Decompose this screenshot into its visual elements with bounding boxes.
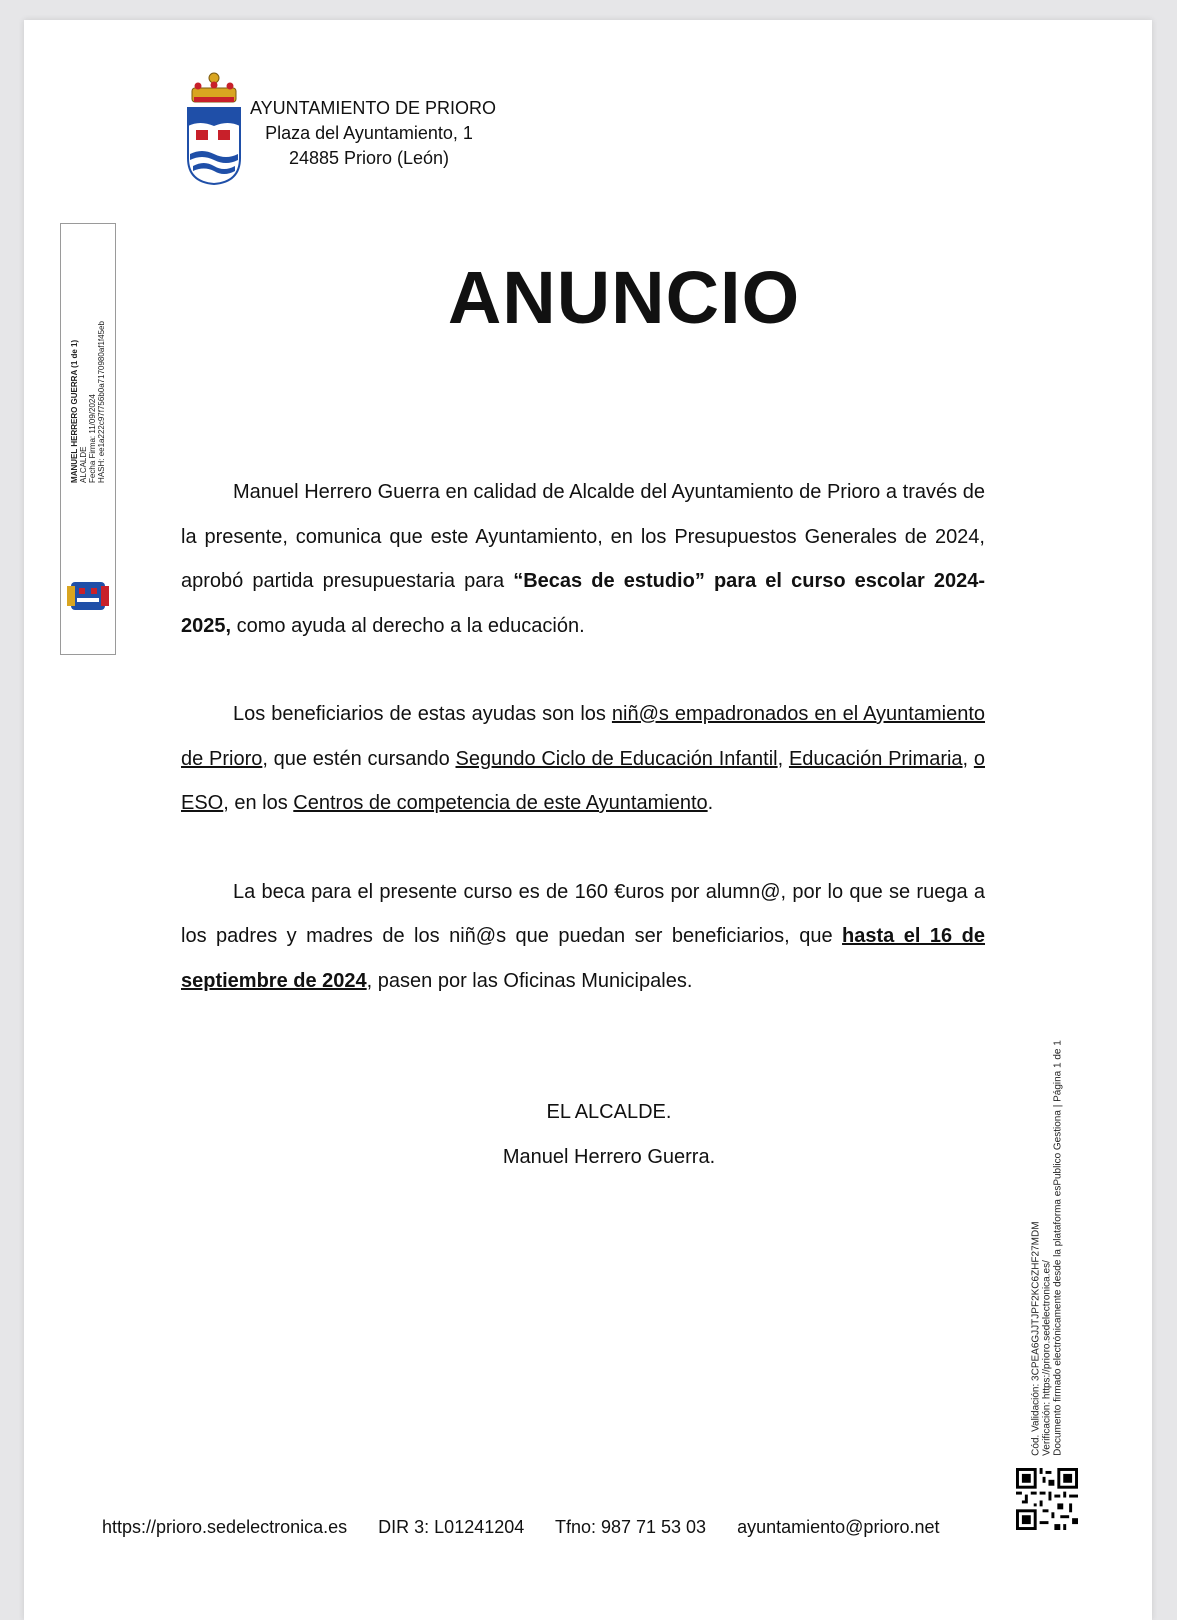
signature-role: EL ALCALDE. — [546, 1101, 672, 1123]
footer-phone: Tfno: 987 71 53 03 — [554, 1517, 707, 1537]
footer-dir3: DIR 3: L01241204 — [378, 1517, 525, 1537]
p2-text-b: , que estén cursando — [262, 747, 456, 770]
paragraph-2 — [181, 692, 985, 826]
municipal-crest-logo — [184, 70, 244, 188]
p2-text-c: , — [777, 747, 789, 770]
verification-url: Verificación: https://prioro.sedelectronica.es/ — [1041, 1260, 1053, 1456]
p2-underline-4: o ESO — [181, 747, 985, 814]
validation-code-block — [1031, 1040, 1064, 1456]
p1-text: Manuel Herrero Guerra en calidad de Alcalde del Ayuntamiento de Prioro a través de la presente, comunica que este Ayuntamiento, en los Presupuestos Generales de 2024, aprobó partida presupuestaria para — [181, 481, 985, 592]
footer-url: https://prioro.sedelectronica.es — [102, 1517, 348, 1537]
p1-text-end: como ayuda al derecho a la educación. — [231, 614, 585, 637]
paragraph-1 — [181, 470, 985, 648]
electronic-signature-stamp — [60, 223, 116, 655]
p3-text: La beca para el presente curso es de 160 €uros por alumn@, por lo que se ruega a los padres y madres de los niñ@s que puedan ser beneficiarios, que — [181, 880, 985, 947]
p1-bold: “Becas de estudio” para el curso escolar 2024-2025, — [181, 570, 985, 637]
header-postal: 24885 Prioro (León) — [288, 148, 450, 168]
signature-details — [70, 321, 106, 483]
announcement-body — [181, 470, 985, 1047]
p2-underline-2: Segundo Ciclo de Educación Infantil — [455, 747, 778, 770]
paragraph-3 — [181, 870, 985, 1004]
p3-text-end: , pasen por las Oficinas Municipales. — [366, 969, 693, 992]
page-footer — [102, 1517, 1002, 1538]
signature-hash: HASH: ee1a222c97f756b0a7170980af1f45eb — [97, 321, 106, 483]
header-name: AYUNTAMIENTO DE PRIORO — [250, 98, 497, 118]
p2-text-d: , — [962, 747, 974, 770]
p2-text-f: . — [707, 792, 714, 814]
p2-underline-3: Educación Primaria — [788, 747, 963, 770]
qr-code-icon — [1016, 1468, 1078, 1530]
municipality-header — [250, 96, 497, 171]
signer-name: MANUEL HERRERO GUERRA (1 de 1) — [70, 339, 79, 483]
document-page — [24, 20, 1152, 1620]
platform-note: Documento firmado electrónicamente desde la plataforma esPublico Gestiona | Página 1 de 1 — [1052, 1040, 1064, 1456]
signature-block — [444, 1090, 774, 1179]
signature-date: Fecha Firma: 11/09/2024 — [88, 394, 97, 483]
p2-text: Los beneficiarios de estas ayudas son los — [233, 703, 612, 725]
small-crest-icon — [65, 578, 111, 614]
footer-email: ayuntamiento@prioro.net — [737, 1517, 940, 1537]
p2-underline-5: Centros de competencia de este Ayuntamiento — [293, 792, 708, 814]
header-address: Plaza del Ayuntamiento, 1 — [265, 123, 473, 143]
validation-code: Cód. Validación: 3CPEA6GJJTJPF2KC6ZHF27MDM — [1030, 1221, 1042, 1456]
document-title: ANUNCIO — [447, 256, 801, 339]
signer-role: ALCALDE — [79, 446, 88, 483]
signature-name: Manuel Herrero Guerra. — [502, 1145, 716, 1168]
p2-underline-1: niñ@s empadronados en el Ayuntamiento de Prioro — [181, 703, 986, 770]
p2-text-e: , en los — [223, 792, 294, 814]
p3-deadline: hasta el 16 de septiembre de 2024 — [181, 925, 985, 992]
